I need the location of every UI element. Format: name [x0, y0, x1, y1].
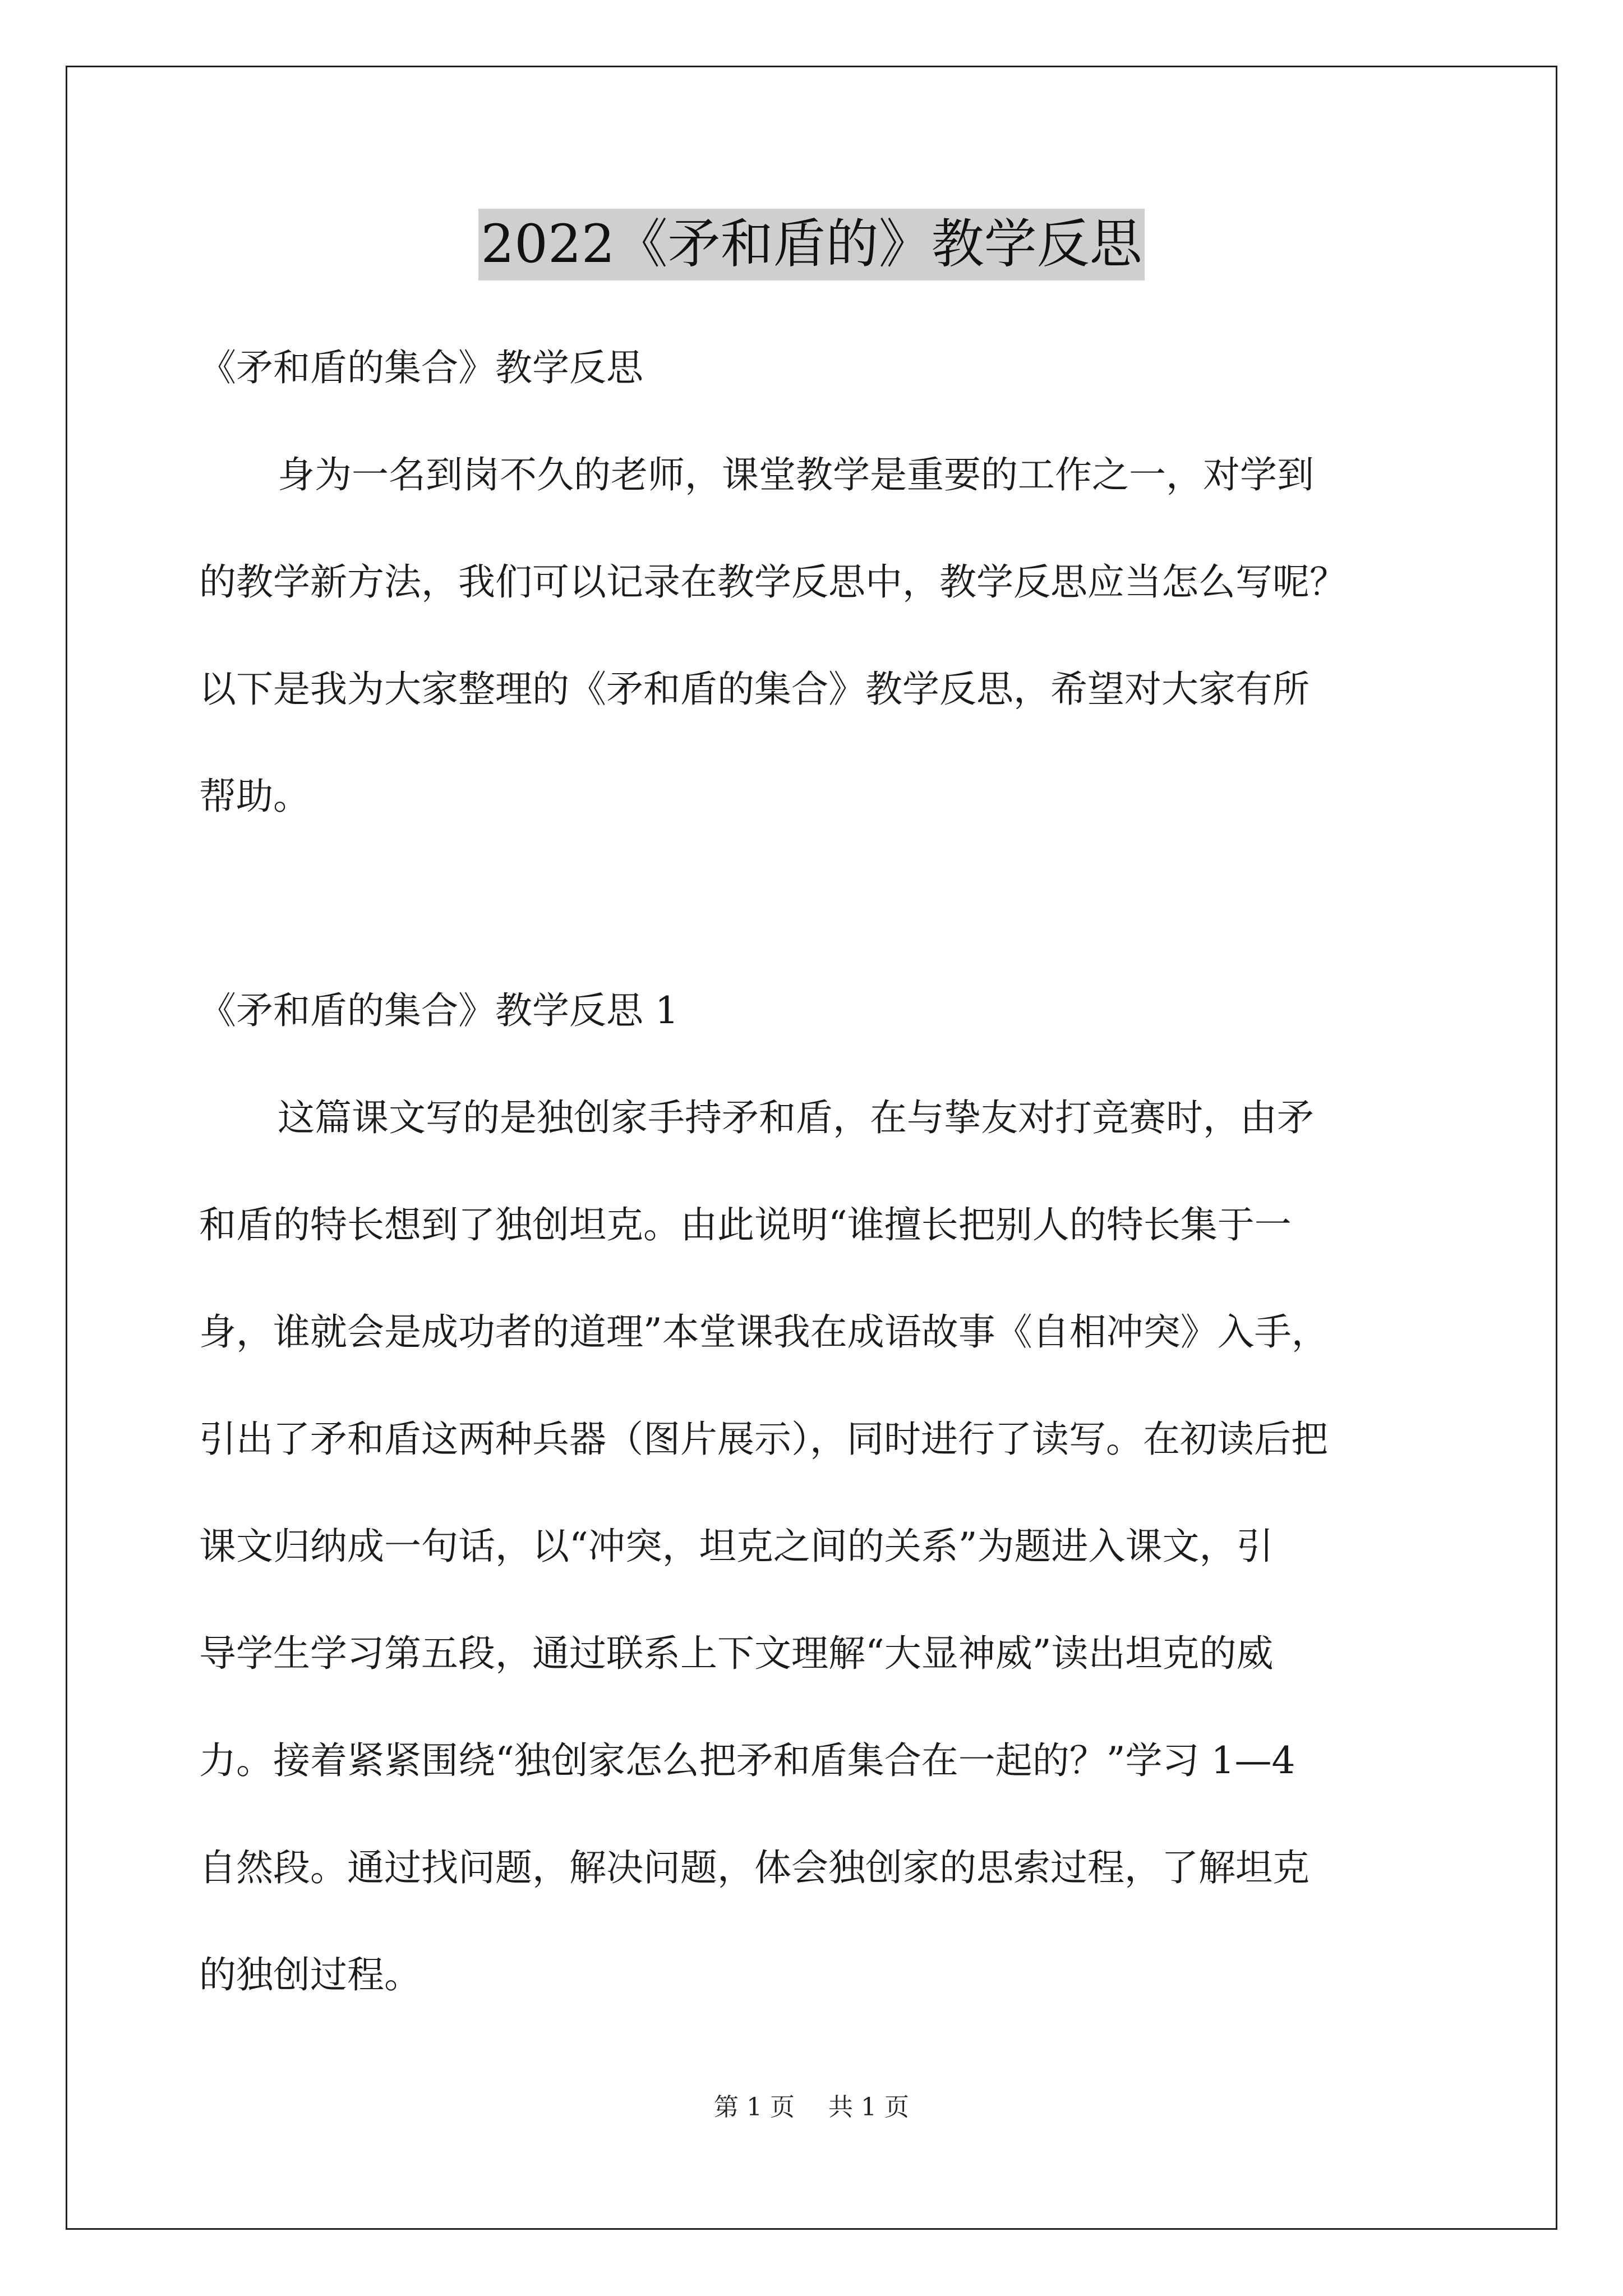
paragraph-line: 帮助。 [199, 775, 310, 818]
section-heading: 《矛和盾的集合》教学反思 1 [199, 989, 679, 1032]
paragraph-line: 的教学新方法，我们可以记录在教学反思中，教学反思应当怎么写呢？ [199, 560, 1347, 604]
paragraph-line: 身，谁就会是成功者的道理”本堂课我在成语故事《自相冲突》入手， [199, 1310, 1329, 1354]
paragraph-line: 导学生学习第五段，通过联系上下文理解“大显神威”读出坦克的威 [199, 1632, 1274, 1675]
paragraph-line: 的独创过程。 [199, 1953, 421, 1996]
paragraph-line: 引出了矛和盾这两种兵器（图片展示），同时进行了读写。在初读后把 [199, 1418, 1328, 1461]
page-total: 共 1 页 [828, 2093, 909, 2122]
paragraph-line: 身为一名到岗不久的老师，课堂教学是重要的工作之一，对学到 [278, 453, 1314, 496]
paragraph-line: 这篇课文写的是独创家手持矛和盾，在与挚友对打竞赛时，由矛 [278, 1096, 1314, 1139]
section-spacer [199, 850, 1433, 957]
paragraph-line: 以下是我为大家整理的《矛和盾的集合》教学反思，希望对大家有所 [199, 668, 1310, 711]
paragraph-line: 课文归纳成一句话，以“冲突，坦克之间的关系”为题进入课文，引 [199, 1525, 1274, 1568]
title-wrap [0, 209, 1623, 280]
document-body [199, 314, 1433, 2028]
paragraph-line: 自然段。通过找问题，解决问题，体会独创家的思索过程，了解坦克 [199, 1846, 1310, 1889]
page-footer [0, 2091, 1623, 2124]
paragraph-line: 力。接着紧紧围绕“独创家怎么把矛和盾集合在一起的？”学习 1—4 [199, 1739, 1295, 1782]
paragraph-line: 和盾的特长想到了独创坦克。由此说明“谁擅长把别人的特长集于一 [199, 1203, 1292, 1246]
document-title: 2022《矛和盾的》教学反思 [478, 209, 1144, 280]
section-heading: 《矛和盾的集合》教学反思 [199, 346, 643, 389]
page-number: 第 1 页 [714, 2093, 795, 2122]
